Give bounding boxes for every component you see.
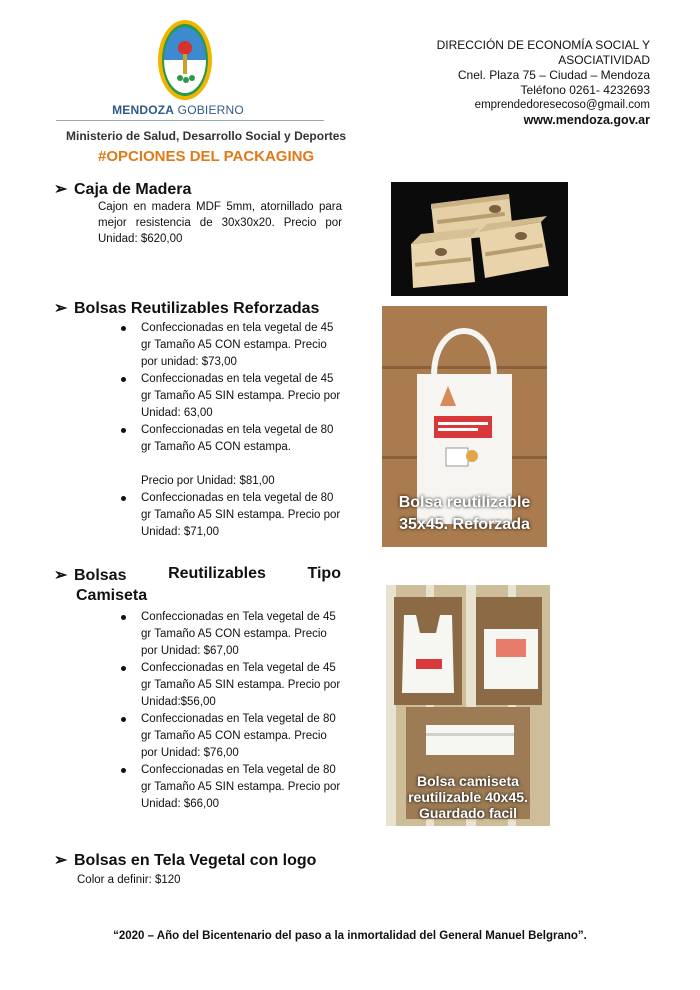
product-heading-logo-bag: ➢ Bolsas en Tela Vegetal con logo (54, 852, 317, 869)
bullet-dot-icon (121, 377, 126, 382)
list-item: Confeccionadas en Tela vegetal de 45 gr Tamaño A5 SIN estampa. Precio por Unidad:$56,00 (121, 660, 343, 711)
arrow-bullet-icon: ➢ (54, 567, 68, 584)
footer-note: “2020 – Año del Bicentenario del paso a la inmortalidad del General Manuel Belgrano”. (113, 930, 587, 942)
bullet-dot-icon (121, 717, 126, 722)
list-item: Confeccionadas en tela vegetal de 80 gr Tamaño A5 CON estampa. (121, 422, 343, 456)
bullet-dot-icon (121, 615, 126, 620)
bullet-dot-icon (121, 666, 126, 671)
list-item: Confeccionadas en tela vegetal de 45 gr Tamaño A5 CON estampa. Precio por unidad: $73,00 (121, 320, 343, 371)
ministry-name: Ministerio de Salud, Desarrollo Social y Deportes (66, 129, 347, 143)
list-item: Confeccionadas en Tela vegetal de 80 gr Tamaño A5 CON estampa. Precio por Unidad: $76,00 (121, 711, 343, 762)
camiseta-list (121, 609, 343, 813)
page-title: #OPCIONES DEL PACKAGING (98, 148, 315, 165)
header-divider (56, 120, 324, 121)
logo-bag-description: Color a definir: $120 (77, 874, 181, 886)
reforzadas-list (121, 320, 343, 541)
contact-address: Cnel. Plaza 75 – Ciudad – Mendoza (457, 68, 650, 82)
contact-website[interactable]: www.mendoza.gov.ar (523, 113, 650, 127)
product-heading-reforzadas: ➢ Bolsas Reutilizables Reforzadas (54, 300, 320, 317)
arrow-bullet-icon: ➢ (54, 852, 68, 869)
bullet-dot-icon (121, 326, 126, 331)
bullet-dot-icon (121, 768, 126, 773)
list-item: Confeccionadas en Tela vegetal de 45 gr Tamaño A5 CON estampa. Precio por Unidad: $67,00 (121, 609, 343, 660)
product-heading-camiseta: ➢ Bolsas Reutilizables Tipo Camiseta (54, 565, 341, 604)
tshirt-bag-caption: Bolsa camiseta reutilizable 40x45. Guardado facil (408, 773, 528, 821)
wooden-crates-photo (391, 182, 568, 296)
arrow-bullet-icon: ➢ (54, 300, 68, 317)
contact-phone: Teléfono 0261- 4232693 (520, 83, 650, 97)
caja-description: Cajon en madera MDF 5mm, atornillado para mejor resistencia de 30x30x20. Precio por Unidad: $620,00 (98, 201, 342, 245)
list-item: Confeccionadas en tela vegetal de 45 gr Tamaño A5 SIN estampa. Precio por Unidad: 63,00 (121, 371, 343, 422)
bullet-dot-icon (121, 428, 126, 433)
reinforced-bag-photo (382, 306, 547, 547)
extra-price: Precio por Unidad: $81,00 (141, 475, 275, 487)
reinforced-bag-caption: Bolsa reutilizable 35x45. Reforzada (398, 494, 531, 533)
contact-line: DIRECCIÓN DE ECONOMÍA SOCIAL Y (436, 38, 650, 52)
list-item: Confeccionadas en tela vegetal de 80 gr Tamaño A5 SIN estampa. Precio por Unidad: $71,00 (121, 490, 343, 541)
logo-wordmark: MENDOZA GOBIERNO (112, 103, 244, 117)
contact-email[interactable]: emprendedoresecoso@gmail.com (474, 99, 650, 111)
product-heading-caja: ➢ Caja de Madera (54, 181, 192, 198)
contact-line: ASOCIATIVIDAD (558, 53, 650, 67)
tshirt-bag-photo (386, 585, 550, 826)
arrow-bullet-icon: ➢ (54, 181, 68, 198)
mendoza-coat-of-arms-icon (52, 18, 322, 108)
list-item: Confeccionadas en Tela vegetal de 80 gr Tamaño A5 SIN estampa. Precio por Unidad: $66,00 (121, 762, 343, 813)
bullet-dot-icon (121, 496, 126, 501)
contact-block (350, 38, 650, 128)
